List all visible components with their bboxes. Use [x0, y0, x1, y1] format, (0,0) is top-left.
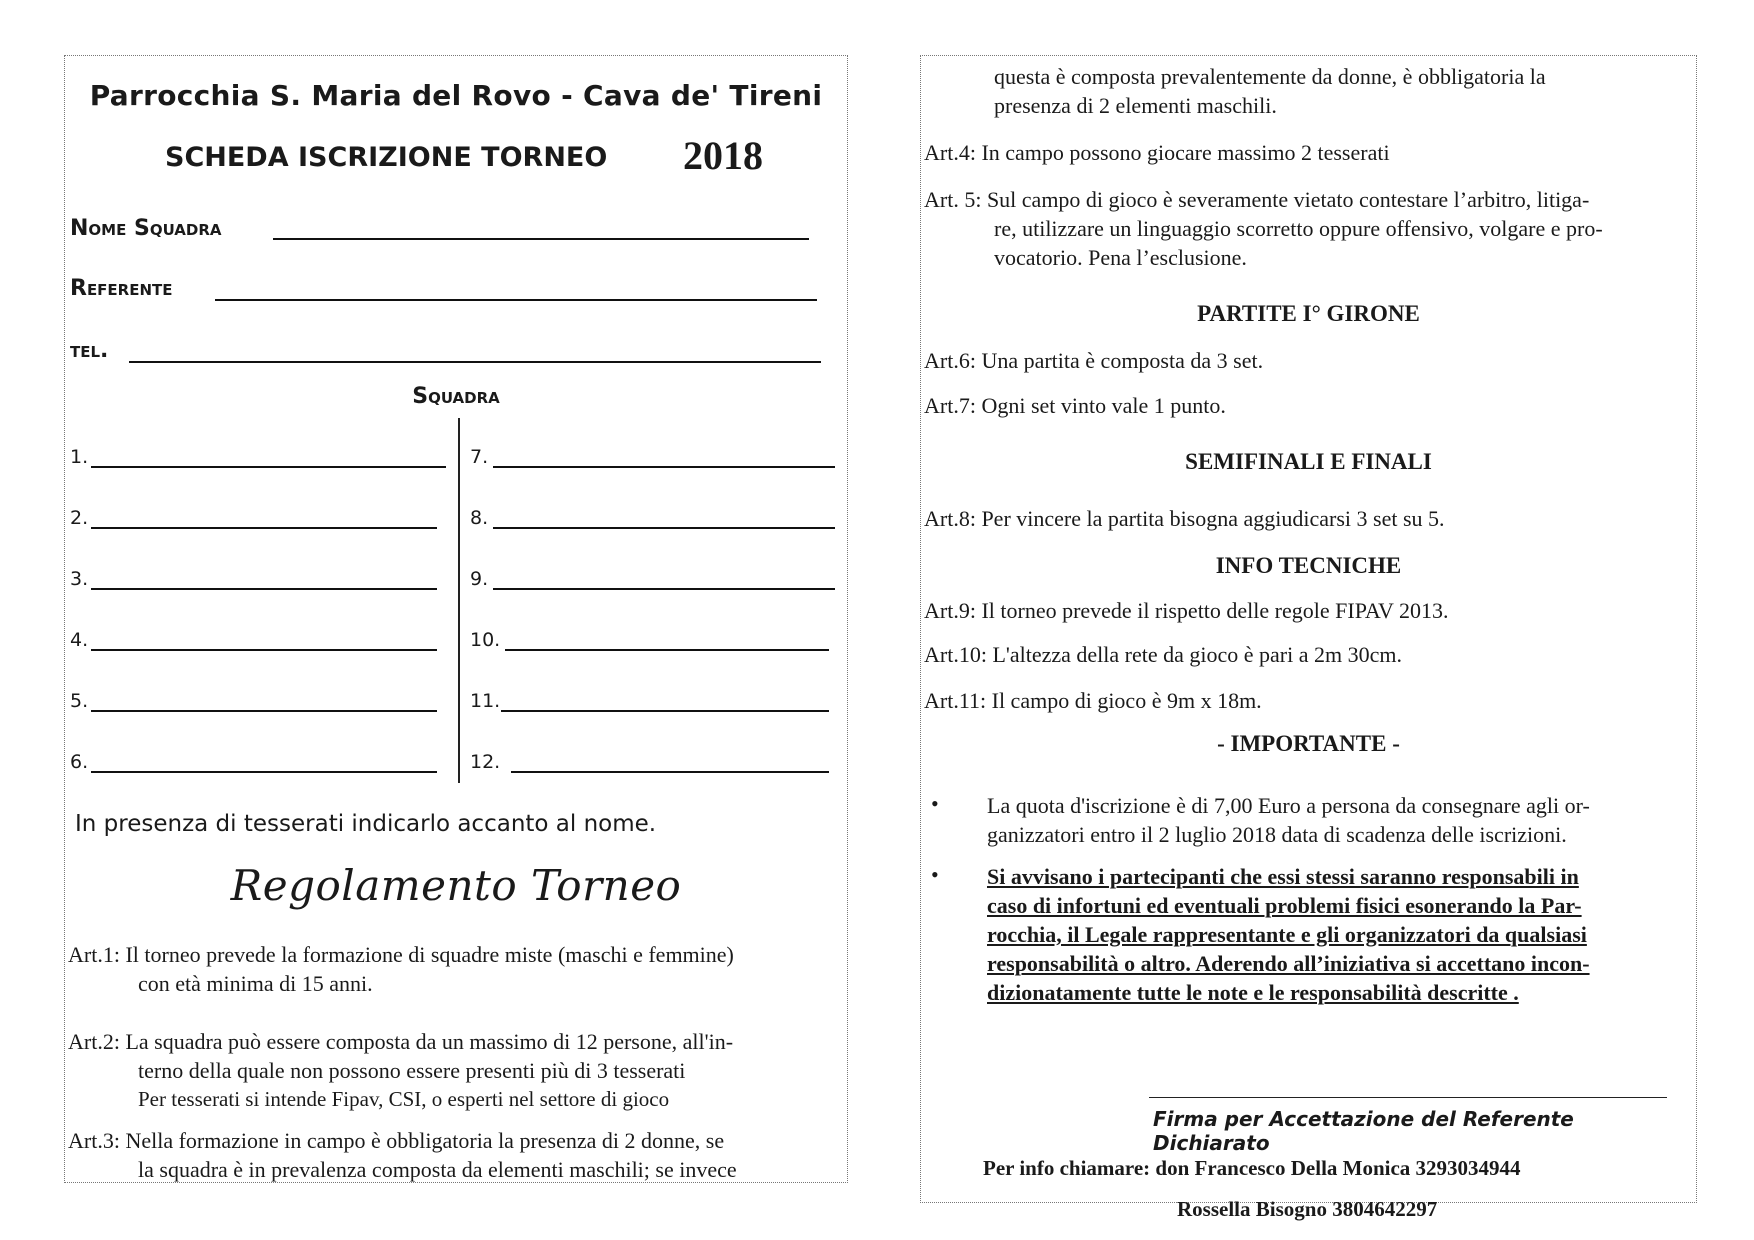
article-11: Art.11: Il campo di gioco è 9m x 18m.: [924, 688, 1262, 713]
section-technical-info: INFO TECNICHE: [1215, 553, 1402, 578]
squad-heading: Squadra: [412, 384, 500, 409]
form-title: SCHEDA ISCRIZIONE TORNEO: [165, 142, 608, 173]
section-group-matches: PARTITE I° GIRONE: [1197, 301, 1420, 326]
player-field-4[interactable]: [91, 649, 437, 651]
team-name-label: Nome Squadra: [70, 216, 222, 241]
team-name-field[interactable]: [273, 238, 809, 240]
contact-info-primary: Per info chiamare: don Francesco Della Monica 3293034944: [983, 1156, 1521, 1180]
article-5: Art. 5: Sul campo di gioco è severamente vietato contestare l’arbitro, litiga- re, utilizzare un linguaggio scorretto oppure offensivo, volgare e pro- vocatorio. Pena l’esclusione.: [924, 187, 1603, 270]
section-semifinals: SEMIFINALI E FINALI: [1185, 449, 1432, 474]
referent-label: Referente: [70, 276, 173, 301]
player-number: 7.: [470, 446, 489, 468]
article-2: Art.2: La squadra può essere composta da un massimo di 12 persone, all'in- terno della quale non possono essere presenti più di 3 tesserati Per tesserati si intende Fipav, CSI, o esperti nel settore di gioco: [68, 1029, 734, 1111]
player-field-11[interactable]: [501, 710, 829, 712]
player-field-8[interactable]: [493, 527, 835, 529]
player-number: 3.: [70, 568, 89, 590]
player-field-12[interactable]: [511, 771, 829, 773]
player-field-5[interactable]: [91, 710, 437, 712]
section-important: - IMPORTANTE -: [1217, 731, 1400, 756]
contact-info-secondary: Rossella Bisogno 3804642297: [1177, 1197, 1438, 1221]
player-number: 5.: [70, 690, 89, 712]
article-8: Art.8: Per vincere la partita bisogna aggiudicarsi 3 set su 5.: [924, 506, 1445, 531]
rules-title: Regolamento Torneo: [230, 861, 682, 910]
article-7: Art.7: Ogni set vinto vale 1 punto.: [924, 393, 1226, 418]
member-note: In presenza di tesserati indicarlo accanto al nome.: [75, 811, 657, 837]
player-field-6[interactable]: [91, 771, 437, 773]
phone-field[interactable]: [129, 361, 821, 363]
article-4: Art.4: In campo possono giocare massimo 2 tesserati: [924, 140, 1390, 165]
player-field-3[interactable]: [91, 588, 437, 590]
liability-warning: Si avvisano i partecipanti che essi stessi saranno responsabili in caso di infortuni ed eventuali problemi fisici esonerando la Par- rocchia, il Legale rappresentante e gli organizzatori da qualsiasi responsabilità o altro. Aderendo all’iniziativa si accettano incon- dizionatamente tutte le note e le responsabilità descritte .: [987, 864, 1590, 1005]
player-number: 11.: [470, 690, 501, 712]
bullet-icon: •: [931, 862, 939, 887]
player-field-9[interactable]: [493, 588, 835, 590]
player-number: 8.: [470, 507, 489, 529]
phone-label: tel.: [70, 338, 109, 363]
player-field-2[interactable]: [91, 527, 437, 529]
player-number: 12.: [470, 751, 501, 773]
player-number: 1.: [70, 446, 89, 468]
parish-name: Parrocchia S. Maria del Rovo - Cava de' Tireni: [89, 79, 823, 112]
player-number: 6.: [70, 751, 89, 773]
article-1: Art.1: Il torneo prevede la formazione di squadre miste (maschi e femmine) con età minima di 15 anni.: [68, 942, 734, 996]
signature-label: Firma per Accettazione del Referente Dichiarato: [1153, 1107, 1574, 1155]
squad-column-divider: [458, 418, 460, 783]
fee-info: La quota d'iscrizione è di 7,00 Euro a persona da consegnare agli or- ganizzatori entro il 2 luglio 2018 data di scadenza delle iscrizioni.: [987, 793, 1590, 847]
player-field-1[interactable]: [91, 466, 446, 468]
article-10: Art.10: L'altezza della rete da gioco è pari a 2m 30cm.: [924, 642, 1402, 667]
article-6: Art.6: Una partita è composta da 3 set.: [924, 348, 1264, 373]
registration-form-panel: [64, 55, 848, 1183]
article-3: Art.3: Nella formazione in campo è obbligatoria la presenza di 2 donne, se la squadra è in prevalenza composta da elementi maschili; se invece: [68, 1128, 737, 1182]
referent-field[interactable]: [215, 299, 817, 301]
player-number: 4.: [70, 629, 89, 651]
article-9: Art.9: Il torneo prevede il rispetto delle regole FIPAV 2013.: [924, 598, 1449, 623]
player-field-7[interactable]: [493, 466, 835, 468]
signature-line[interactable]: [1149, 1097, 1667, 1098]
form-year: 2018: [683, 133, 763, 178]
player-field-10[interactable]: [505, 649, 829, 651]
bullet-icon: •: [931, 791, 939, 816]
player-number: 10.: [470, 629, 501, 651]
player-number: 2.: [70, 507, 89, 529]
article-3-continued: questa è composta prevalentemente da donne, è obbligatoria la presenza di 2 elementi maschili.: [994, 64, 1546, 118]
player-number: 9.: [470, 568, 489, 590]
tournament-rules-panel: [920, 55, 1697, 1221]
